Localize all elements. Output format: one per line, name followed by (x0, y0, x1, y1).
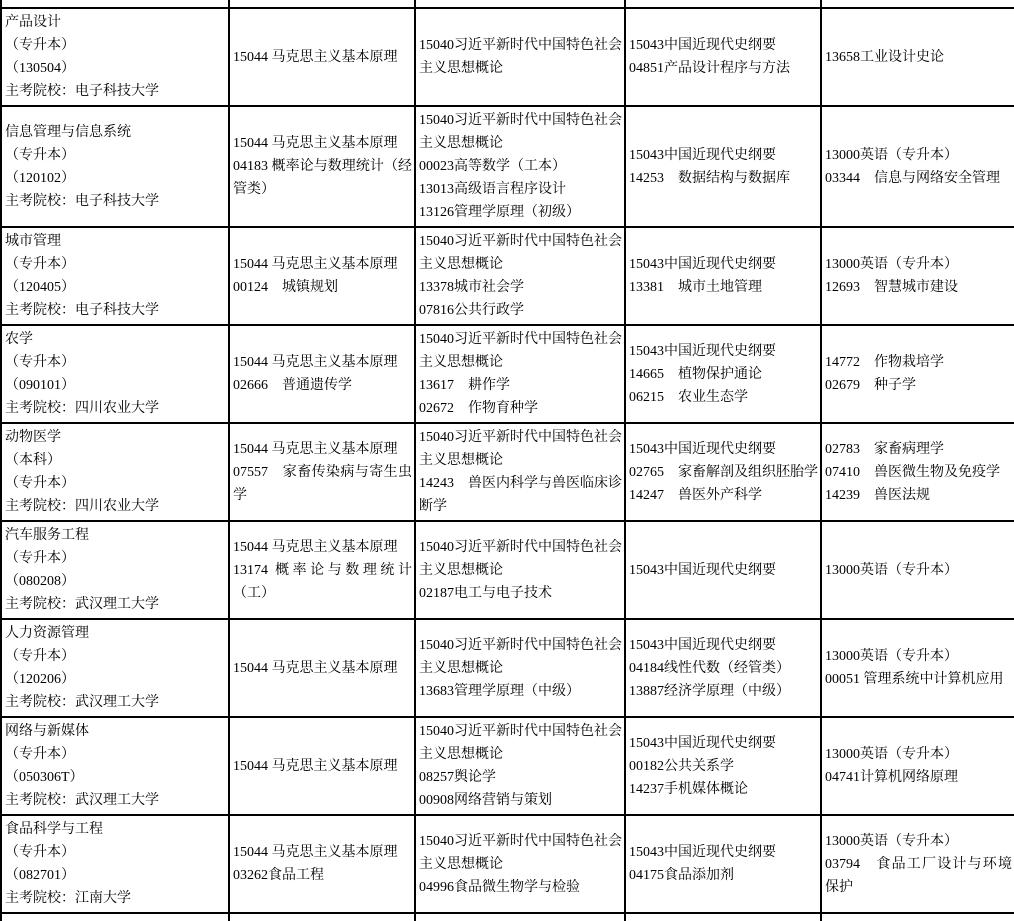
partial-cell (821, 0, 1014, 8)
course-entry: 03794 食品工厂设计与环境保护 (825, 856, 1012, 895)
course-entry: 08257舆论学 (419, 770, 496, 785)
course-entry: 15044 马克思主义基本原理 (233, 441, 398, 457)
course-entry: 13000英语（专升本） (825, 562, 958, 578)
major-cell (1, 619, 229, 717)
course-entry: 15044 马克思主义基本原理 (233, 257, 398, 272)
course-entry: 00124 城镇规划 (233, 280, 338, 295)
course-cell (821, 8, 1014, 106)
course-entry: 13000英语（专升本） (825, 257, 958, 272)
course-entry: 07410 兽医微生物及免疫学 (825, 464, 1000, 480)
partial-row (1, 0, 1014, 8)
course-entry: 15044 马克思主义基本原理 (233, 539, 398, 555)
course-entry: 07816公共行政学 (419, 303, 524, 318)
major-line: （专升本） (5, 355, 75, 370)
course-entry: 15044 马克思主义基本原理 (233, 845, 398, 860)
major-line: 人力资源管理 (5, 626, 89, 641)
course-cell (415, 227, 625, 325)
course-entry: 15044 马克思主义基本原理 (233, 355, 398, 370)
course-cell (415, 8, 625, 106)
table-row (1, 325, 1014, 423)
major-line: （专升本） (5, 649, 75, 664)
course-cell (229, 619, 415, 717)
course-entry: 14243 兽医内科学与兽医临床诊断学 (419, 476, 622, 514)
major-line: （120206） (5, 672, 75, 687)
major-line: （050306T） (5, 770, 84, 785)
course-entry: 02765 家畜解剖及组织胚胎学 (629, 464, 818, 480)
course-entry: 15043中国近现代史纲要 (629, 147, 776, 163)
course-cell (229, 521, 415, 619)
course-entry: 14247 兽医外产科学 (629, 487, 762, 503)
major-line: （120405） (5, 280, 75, 295)
course-entry: 00908网络营销与策划 (419, 793, 552, 808)
course-entry: 15040习近平新时代中国特色社会主义思想概论 (419, 637, 622, 676)
major-cell (1, 717, 229, 815)
course-entry: 15040习近平新时代中国特色社会主义思想概论 (419, 539, 622, 578)
major-line: （专升本） (5, 147, 75, 163)
course-entry: 00051 管理系统中计算机应用 (825, 672, 1004, 687)
course-cell (415, 521, 625, 619)
partial-cell (229, 913, 415, 921)
table-partial-row-top (1, 0, 1014, 8)
major-line: 食品科学与工程 (5, 822, 103, 837)
course-cell (415, 815, 625, 913)
course-entry: 15043中国近现代史纲要 (629, 38, 776, 53)
course-entry: 13381 城市土地管理 (629, 280, 762, 295)
course-cell (229, 227, 415, 325)
course-entry: 15044 马克思主义基本原理 (233, 758, 398, 774)
partial-cell (625, 0, 821, 8)
major-line: （专升本） (5, 845, 75, 860)
course-cell (415, 106, 625, 227)
major-line: 信息管理与信息系统 (5, 124, 131, 140)
major-line: （专升本） (5, 551, 75, 566)
course-entry: 03344 信息与网络安全管理 (825, 170, 1000, 186)
course-entry: 04183 概率论与数理统计（经管类） (233, 159, 412, 197)
course-cell (229, 8, 415, 106)
table-partial-row-bottom (1, 913, 1014, 921)
course-entry: 13000英语（专升本） (825, 833, 958, 849)
course-entry: 04851产品设计程序与方法 (629, 61, 790, 76)
table-row (1, 423, 1014, 521)
course-entry: 15040习近平新时代中国特色社会主义思想概论 (419, 430, 622, 468)
major-line: 主考院校：四川农业大学 (5, 401, 159, 416)
course-cell (625, 521, 821, 619)
course-entry: 15040习近平新时代中国特色社会主义思想概论 (419, 332, 622, 370)
course-entry: 02187电工与电子技术 (419, 585, 552, 601)
course-entry: 15044 马克思主义基本原理 (233, 660, 398, 676)
course-cell (821, 717, 1014, 815)
course-entry: 15043中国近现代史纲要 (629, 441, 776, 457)
course-entry: 14772 作物栽培学 (825, 355, 944, 370)
course-entry: 00182公共关系学 (629, 758, 734, 774)
course-cell (415, 717, 625, 815)
partial-cell (415, 913, 625, 921)
course-entry: 12693 智慧城市建设 (825, 280, 958, 295)
major-line: 产品设计 (5, 15, 61, 30)
course-entry: 04741计算机网络原理 (825, 770, 958, 785)
partial-cell (821, 913, 1014, 921)
course-cell (625, 325, 821, 423)
course-cell (821, 227, 1014, 325)
course-entry: 06215 农业生态学 (629, 389, 748, 405)
course-entry: 13617 耕作学 (419, 378, 510, 393)
course-entry: 02666 普通遗传学 (233, 378, 352, 393)
course-entry: 15043中国近现代史纲要 (629, 735, 776, 751)
partial-cell (1, 0, 229, 8)
course-cell (229, 423, 415, 521)
course-entry: 14253 数据结构与数据库 (629, 170, 790, 186)
major-line: 主考院校：武汉理工大学 (5, 695, 159, 710)
major-line: （专升本） (5, 38, 75, 53)
major-cell (1, 106, 229, 227)
course-cell (821, 106, 1014, 227)
major-cell (1, 815, 229, 913)
course-cell (821, 521, 1014, 619)
course-cell (625, 815, 821, 913)
course-entry: 02672 作物育种学 (419, 401, 538, 416)
course-entry: 15040习近平新时代中国特色社会主义思想概论 (419, 833, 622, 872)
major-line: 城市管理 (5, 234, 61, 249)
course-entry: 13658工业设计史论 (825, 49, 944, 65)
course-cell (821, 423, 1014, 521)
course-entry: 15044 马克思主义基本原理 (233, 136, 398, 151)
course-entry: 13683管理学原理（中级） (419, 683, 580, 699)
course-cell (821, 619, 1014, 717)
course-entry: 15043中国近现代史纲要 (629, 637, 776, 653)
course-entry: 00023高等数学（工本） (419, 159, 566, 174)
major-cell (1, 521, 229, 619)
course-entry: 14237手机媒体概论 (629, 781, 748, 797)
course-entry: 04184线性代数（经管类） (629, 660, 790, 676)
course-entry: 14239 兽医法规 (825, 487, 930, 503)
major-cell (1, 8, 229, 106)
partial-cell (1, 913, 229, 921)
major-line: （120102） (5, 170, 75, 186)
course-entry: 13000英语（专升本） (825, 747, 958, 762)
course-cell (415, 423, 625, 521)
major-line: （130504） (5, 61, 75, 76)
course-cell (625, 8, 821, 106)
major-line: 主考院校：武汉理工大学 (5, 793, 159, 808)
course-entry: 13174 概率论与数理统计（工） (233, 562, 412, 601)
course-cell (625, 423, 821, 521)
course-entry: 07557 家畜传染病与寄生虫学 (233, 464, 412, 503)
major-line: （090101） (5, 378, 75, 393)
course-cell (625, 106, 821, 227)
course-entry: 02783 家畜病理学 (825, 441, 944, 457)
course-cell (625, 717, 821, 815)
course-entry: 13887经济学原理（中级） (629, 683, 790, 699)
major-line: （专升本） (5, 747, 75, 762)
major-line: （专升本） (5, 257, 75, 272)
course-entry: 13000英语（专升本） (825, 649, 958, 664)
course-cell (625, 619, 821, 717)
major-line: 农学 (5, 332, 33, 347)
table-row (1, 8, 1014, 106)
course-entry: 13013高级语言程序设计 (419, 182, 566, 197)
course-cell (625, 227, 821, 325)
table-row (1, 717, 1014, 815)
major-line: 汽车服务工程 (5, 528, 89, 543)
major-line: 主考院校：电子科技大学 (5, 303, 159, 318)
partial-cell (415, 0, 625, 8)
table-row (1, 227, 1014, 325)
course-entry: 15040习近平新时代中国特色社会主义思想概论 (419, 38, 622, 76)
course-cell (229, 717, 415, 815)
major-line: 网络与新媒体 (5, 724, 89, 739)
major-line: 主考院校：电子科技大学 (5, 193, 159, 209)
major-line: 主考院校：江南大学 (5, 891, 131, 906)
major-line: 主考院校：武汉理工大学 (5, 597, 159, 612)
major-line: 动物医学 (5, 430, 61, 445)
major-line: （082701） (5, 868, 75, 883)
table-row (1, 106, 1014, 227)
partial-cell (229, 0, 415, 8)
course-entry: 04996食品微生物学与检验 (419, 879, 580, 895)
course-entry: 15040习近平新时代中国特色社会主义思想概论 (419, 724, 622, 762)
course-entry: 03262食品工程 (233, 868, 324, 883)
course-entry: 15040习近平新时代中国特色社会主义思想概论 (419, 113, 622, 151)
course-cell (229, 106, 415, 227)
course-entry: 15040习近平新时代中国特色社会主义思想概论 (419, 234, 622, 272)
course-entry: 13000英语（专升本） (825, 147, 958, 163)
course-entry: 13126管理学原理（初级） (419, 205, 580, 220)
course-entry: 15044 马克思主义基本原理 (233, 49, 398, 65)
major-cell (1, 325, 229, 423)
major-line: 主考院校：电子科技大学 (5, 84, 159, 99)
course-cell (229, 325, 415, 423)
table-row (1, 619, 1014, 717)
course-cell (821, 325, 1014, 423)
course-cell (415, 325, 625, 423)
course-cell (415, 619, 625, 717)
partial-cell (625, 913, 821, 921)
course-cell (229, 815, 415, 913)
major-cell (1, 423, 229, 521)
course-entry: 15043中国近现代史纲要 (629, 562, 776, 578)
table-row (1, 815, 1014, 913)
major-line: 主考院校：四川农业大学 (5, 499, 159, 514)
exam-table-body (1, 8, 1014, 913)
course-entry: 15043中国近现代史纲要 (629, 257, 776, 272)
major-line: （本科） (5, 453, 61, 468)
course-entry: 15043中国近现代史纲要 (629, 845, 776, 860)
table-row (1, 521, 1014, 619)
course-entry: 04175食品添加剂 (629, 868, 734, 883)
course-entry: 14665 植物保护通论 (629, 366, 762, 382)
major-cell (1, 227, 229, 325)
course-entry: 15043中国近现代史纲要 (629, 343, 776, 359)
major-line: （080208） (5, 574, 75, 589)
course-cell (821, 815, 1014, 913)
partial-row (1, 913, 1014, 921)
course-entry: 02679 种子学 (825, 378, 916, 393)
course-entry: 13378城市社会学 (419, 280, 524, 295)
major-line: （专升本） (5, 476, 75, 491)
